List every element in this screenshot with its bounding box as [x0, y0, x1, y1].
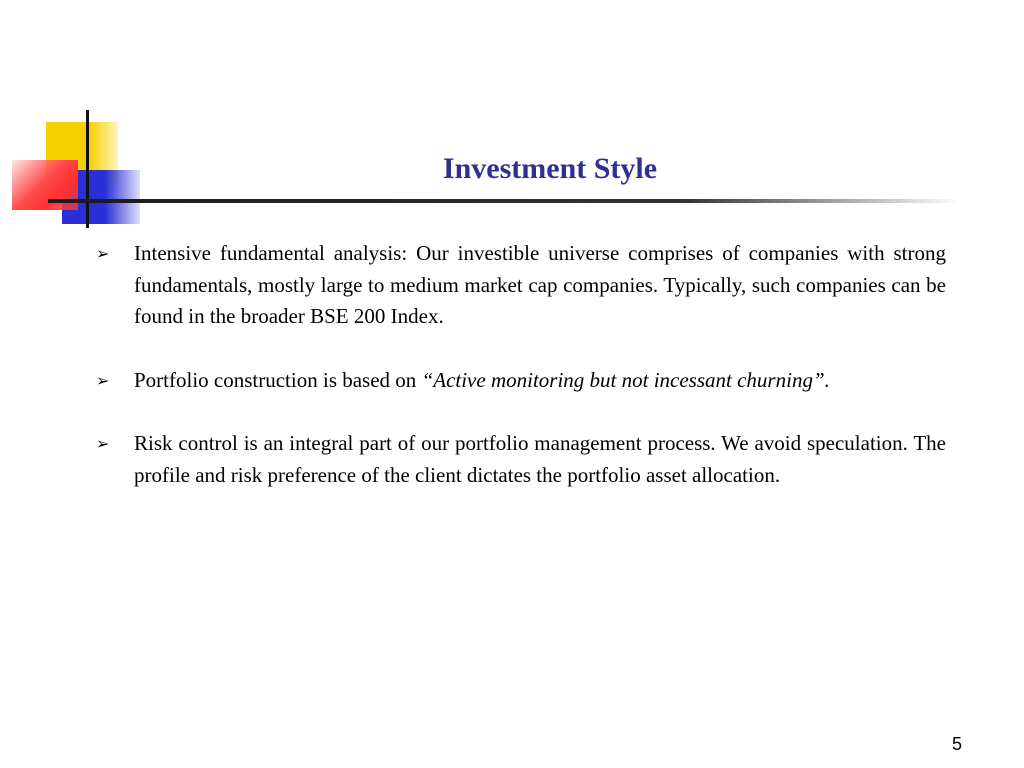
- page-number: 5: [951, 734, 962, 754]
- bullet-text: Portfolio construction is based on: [134, 367, 422, 392]
- bullet-item: [96, 365, 946, 397]
- arrow-bullet-icon: ➢: [96, 244, 110, 263]
- vertical-rule-decoration: [86, 110, 89, 228]
- bullet-text: Intensive fundamental analysis: Our investible universe comprises of companies with strong fundamentals, mostly large to medium market cap companies. Typically, such companies can be found in the broader BSE 200 Index.: [134, 241, 946, 328]
- bullet-list: [96, 238, 946, 491]
- slide-title: Investment Style: [442, 152, 658, 185]
- arrow-bullet-icon: ➢: [96, 434, 110, 453]
- title-underline-rule: [48, 199, 960, 203]
- arrow-bullet-icon: ➢: [96, 370, 110, 390]
- bullet-text: Risk control is an integral part of our portfolio management process. We avoid speculation. The profile and risk preference of the client dictates the portfolio asset allocation.: [134, 431, 946, 487]
- bullet-item: [96, 238, 946, 333]
- bullet-item: [96, 428, 946, 491]
- bullet-emphasis-text: “Active monitoring but not incessant churning”.: [421, 367, 830, 392]
